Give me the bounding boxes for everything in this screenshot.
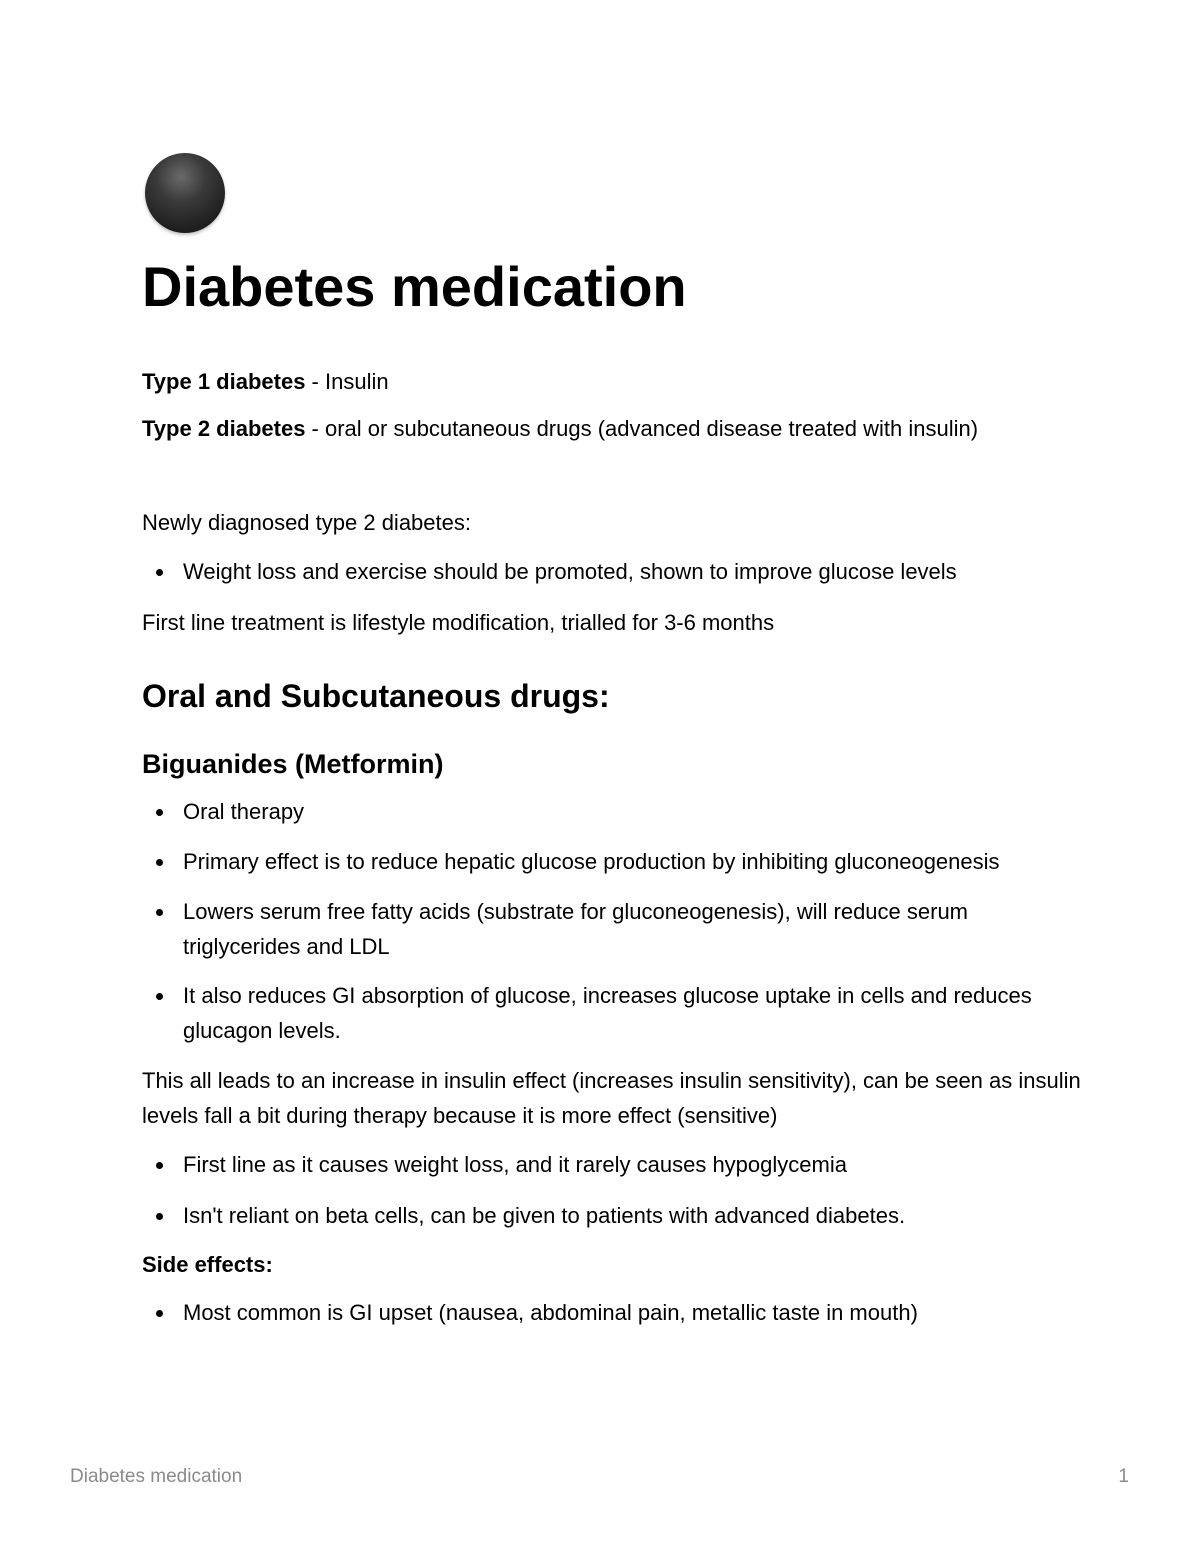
list-item: [142, 794, 1082, 829]
bullet-icon: [156, 809, 163, 816]
section-heading: Oral and Subcutaneous drugs:: [142, 678, 610, 714]
list-item-text: Weight loss and exercise should be promoted, shown to improve glucose levels: [183, 559, 957, 584]
list-item-text: Oral therapy: [183, 799, 305, 824]
side-effects-label: [142, 1247, 273, 1282]
type2-text: - oral or subcutaneous drugs (advanced disease treated with insulin): [305, 416, 979, 441]
list-item: [142, 1198, 1082, 1233]
bullet-icon: [156, 1213, 163, 1220]
type1-line: [142, 364, 389, 399]
bullet-icon: [156, 1162, 163, 1169]
page-title: Diabetes medication: [142, 255, 687, 318]
type1-label: Type 1 diabetes: [142, 369, 306, 394]
bullet-icon: [156, 1310, 163, 1317]
list-item-text: It also reduces GI absorption of glucose, increases glucose uptake in cells and reduces glucagon levels.: [183, 983, 1032, 1043]
type1-text: - Insulin: [305, 369, 389, 394]
bullet-icon: [156, 993, 163, 1000]
footer-page-number: 1: [1118, 1466, 1129, 1487]
footer-title: Diabetes medication: [70, 1466, 243, 1487]
list-item: [142, 554, 1082, 589]
list-item: [142, 978, 1082, 1048]
list-item-text: Lowers serum free fatty acids (substrate for gluconeogenesis), will reduce serum triglycerides and LDL: [183, 899, 969, 959]
list-item: [142, 1295, 1082, 1330]
newly-diagnosed-intro: Newly diagnosed type 2 diabetes:: [142, 510, 471, 535]
dark-circle-icon: [145, 153, 225, 233]
first-line-treatment: First line treatment is lifestyle modification, trialled for 3-6 months: [142, 610, 775, 635]
list-item-text: Primary effect is to reduce hepatic glucose production by inhibiting gluconeogenesis: [183, 849, 1000, 874]
list-item-text: First line as it causes weight loss, and it rarely causes hypoglycemia: [183, 1152, 847, 1177]
side-effects-label-text: Side effects:: [142, 1252, 273, 1277]
list-item: [142, 1147, 1082, 1182]
subheading-biguanides: Biguanides (Metformin): [142, 749, 444, 779]
insulin-effect-paragraph: This all leads to an increase in insulin effect (increases insulin sensitivity), can be seen as insulin levels fall a bit during therapy because it is more effect (sensitive): [142, 1068, 1081, 1128]
list-item-text: Isn't reliant on beta cells, can be given to patients with advanced diabetes.: [183, 1203, 906, 1228]
list-item: [142, 894, 1082, 964]
bullet-icon: [156, 909, 163, 916]
type2-line: [142, 411, 978, 446]
bullet-icon: [156, 859, 163, 866]
list-item-text: Most common is GI upset (nausea, abdominal pain, metallic taste in mouth): [183, 1300, 918, 1325]
type2-label: Type 2 diabetes: [142, 416, 306, 441]
bullet-icon: [156, 569, 163, 576]
list-item: [142, 844, 1082, 879]
